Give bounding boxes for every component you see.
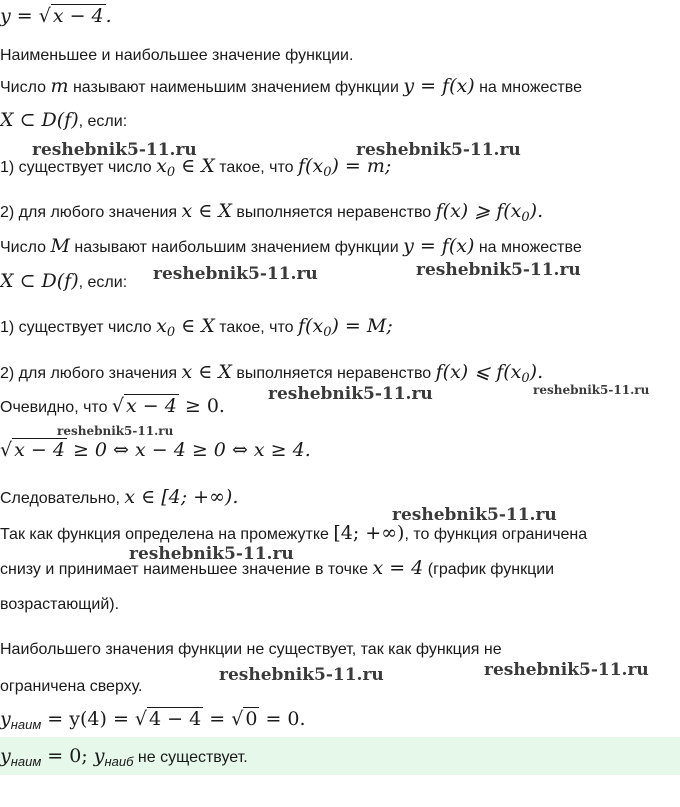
paragraph-min-def: Число m называют наименьшим значением функции y = f(x) на множестве bbox=[0, 75, 582, 97]
watermark: reshebnik5-11.ru bbox=[392, 505, 557, 525]
paragraph-no-max-2: ограничена сверху. bbox=[0, 678, 143, 695]
paragraph-min-cond2: 2) для любого значения x ∈ X выполняется неравенство f(x) ⩾ $f(x_0)$. bbox=[0, 200, 544, 225]
paragraph-min-cond1: 1) существует число $x_0$ ∈ X такое, что $f(x_0) = m$; bbox=[0, 155, 392, 180]
watermark: reshebnik5-11.ru bbox=[268, 384, 433, 404]
paragraph-min-set: X ⊂ D(f), если: bbox=[0, 109, 128, 131]
watermark: reshebnik5-11.ru bbox=[32, 140, 197, 160]
watermark: reshebnik5-11.ru bbox=[416, 260, 581, 280]
equation-equivalence: √ x − 4 ≥ 0 ⇔ x − 4 ≥ 0 ⇔ x ≥ 4. bbox=[0, 439, 311, 461]
section-title: Наименьшее и наибольшее значение функции. bbox=[0, 47, 354, 64]
answer-text: $y_{наим} = 0$; $y_{наиб}$ не существует. bbox=[0, 745, 248, 769]
paragraph-domain: Следовательно, x ∈ [4; +∞). bbox=[0, 486, 239, 508]
paragraph-bounded-2: снизу и принимает наименьшее значение в точке x = 4 (график функции bbox=[0, 557, 555, 579]
paragraph-max-set: X ⊂ D(f), если: bbox=[0, 270, 128, 292]
watermark: reshebnik5-11.ru bbox=[153, 264, 318, 284]
watermark: reshebnik5-11.ru bbox=[533, 383, 650, 397]
watermark: reshebnik5-11.ru bbox=[356, 140, 521, 160]
watermark: reshebnik5-11.ru bbox=[129, 544, 294, 564]
equation-min-value: $y_{наим} = y(4)$ = √ 4 − 4 = √ 0 = 0. bbox=[0, 708, 306, 732]
watermark: reshebnik5-11.ru bbox=[484, 660, 649, 680]
equation-header: y = √ x − 4 . bbox=[0, 5, 112, 27]
paragraph-max-cond2: 2) для любого значения x ∈ X выполняется неравенство f(x) ⩽ $f(x_0)$. bbox=[0, 361, 544, 386]
paragraph-no-max-1: Наибольшего значения функции не существует, так как функция не bbox=[0, 641, 502, 658]
paragraph-bounded-1: Так как функция определена на промежутке [4; +∞), то функция ограничена bbox=[0, 522, 588, 544]
watermark: reshebnik5-11.ru bbox=[57, 424, 174, 438]
paragraph-obvious: Очевидно, что √ x − 4 ≥ 0. bbox=[0, 395, 225, 417]
paragraph-max-cond1: 1) существует число $x_0$ ∈ X такое, что $f(x_0) = M$; bbox=[0, 315, 393, 340]
paragraph-bounded-3: возрастающий). bbox=[0, 596, 120, 613]
paragraph-max-def: Число M называют наибольшим значением функции y = f(x) на множестве bbox=[0, 235, 582, 257]
watermark: reshebnik5-11.ru bbox=[219, 665, 384, 685]
